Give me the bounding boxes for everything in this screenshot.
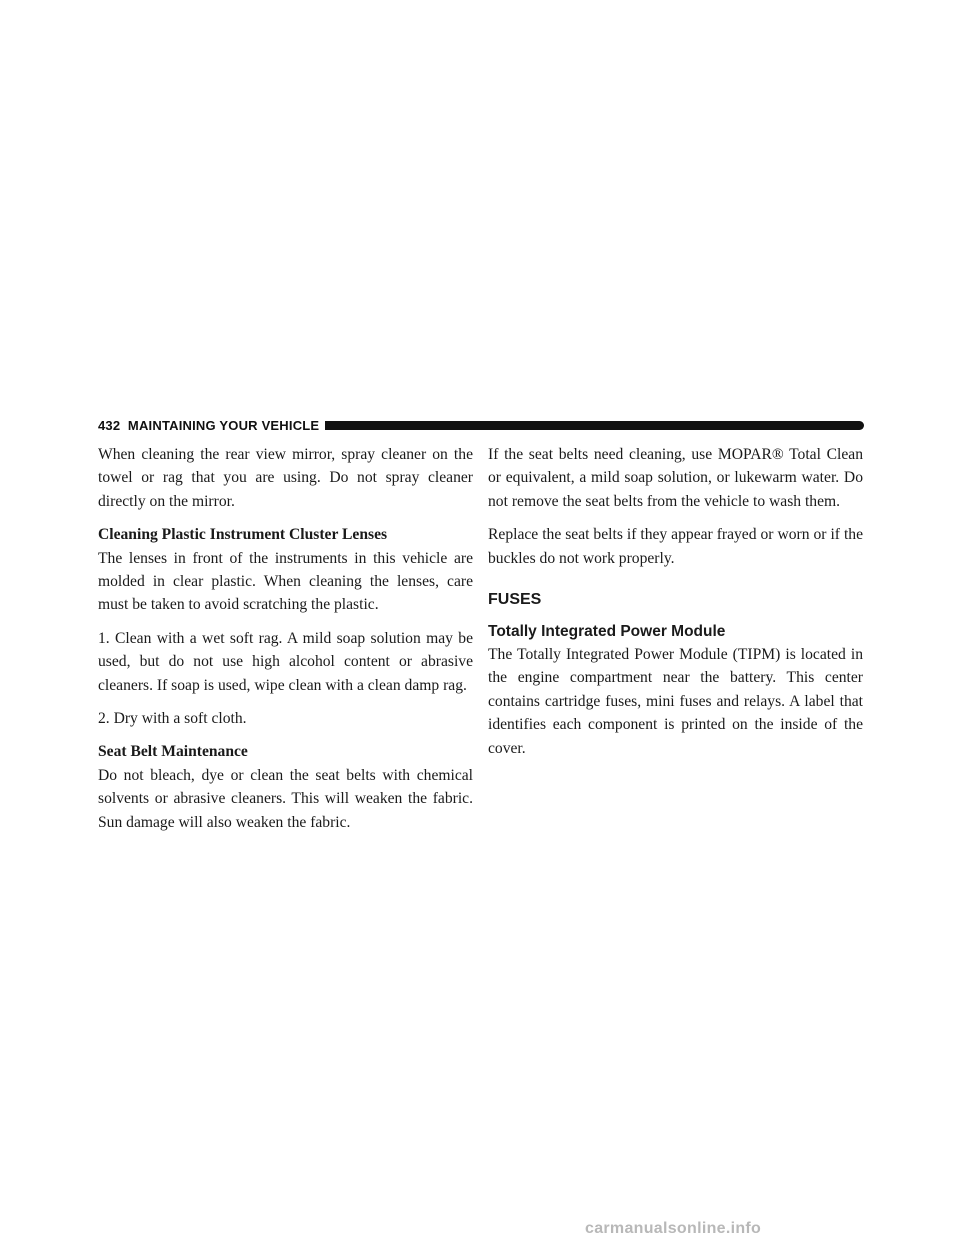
step-1-paragraph: 1. Clean with a wet soft rag. A mild soap solution may be used, but do not use high alcohol content or abrasive cleaners. If soap is used, wipe clean with a clean damp rag. (98, 629, 473, 694)
lenses-heading: Cleaning Plastic Instrument Cluster Lenses (98, 526, 388, 544)
page-number: 432 (98, 417, 121, 433)
tipm-paragraph: The Totally Integrated Power Module (TIPM) is located in the engine compartment near the battery. This center contains cartridge fuses, mini fuses and relays. A label that identifies each component is printed on the inside of the cover. (488, 646, 863, 757)
left-column (98, 443, 473, 844)
fuses-heading: FUSES (488, 591, 542, 609)
seatbelt-heading: Seat Belt Maintenance (98, 743, 248, 761)
page-header (98, 417, 864, 433)
tipm-heading: Totally Integrated Power Module (488, 623, 726, 641)
header-label (98, 418, 325, 433)
seatbelt-cleaning-paragraph: If the seat belts need cleaning, use MOPAR® Total Clean or equivalent, a mild soap solution, or lukewarm water. Do not remove the seat belts from the vehicle to wash them. (488, 446, 863, 510)
step-2-paragraph: 2. Dry with a soft cloth. (98, 710, 247, 728)
header-bar (325, 421, 864, 430)
seatbelt-paragraph: Do not bleach, dye or clean the seat belts with chemical solvents or abrasive cleaners. This will weaken the fabric. Sun damage will also weaken the fabric. (98, 766, 473, 831)
right-column (488, 443, 863, 770)
lenses-paragraph: The lenses in front of the instruments in this vehicle are molded in clear plastic. When cleaning the lenses, care must be taken to avoid scratching the plastic. (98, 549, 473, 614)
mirror-cleaning-paragraph: When cleaning the rear view mirror, spray cleaner on the towel or rag that you are using. Do not spray cleaner directly on the mirror. (98, 446, 473, 510)
seatbelt-replace-paragraph: Replace the seat belts if they appear frayed or worn or if the buckles do not work properly. (488, 526, 863, 567)
section-title: MAINTAINING YOUR VEHICLE (127, 417, 320, 433)
watermark-text: carmanualsonline.info (585, 1220, 762, 1237)
